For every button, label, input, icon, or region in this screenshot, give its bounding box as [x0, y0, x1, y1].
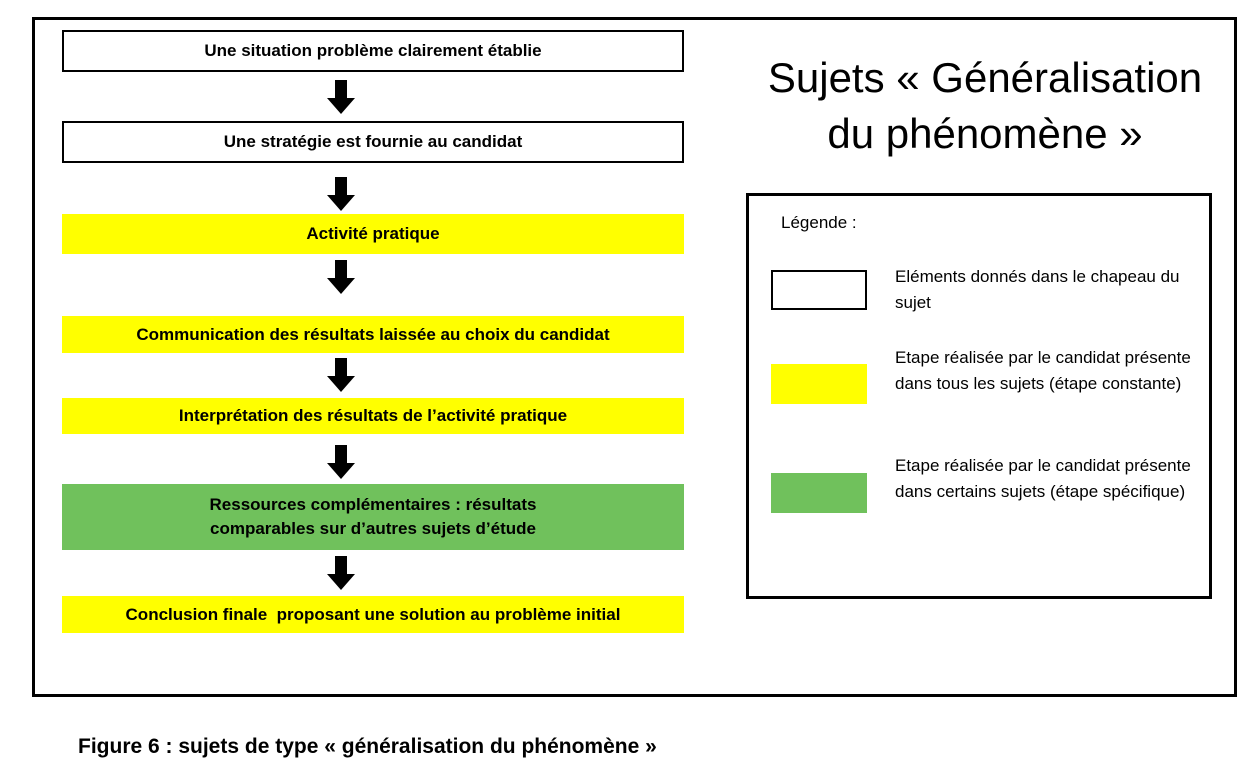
- legend-swatch-yellow: [771, 364, 867, 404]
- legend-swatch-green: [771, 473, 867, 513]
- down-arrow-icon: [327, 177, 355, 211]
- step-communication: Communication des résultats laissée au choix du candidat: [62, 316, 684, 353]
- step-interpretation: Interprétation des résultats de l’activité pratique: [62, 398, 684, 434]
- step-strategie: Une stratégie est fournie au candidat: [62, 121, 684, 163]
- down-arrow-icon: [327, 358, 355, 392]
- diagram-title: Sujets « Généralisation du phénomène »: [767, 54, 1203, 157]
- down-arrow-icon: [327, 556, 355, 590]
- figure-caption: Figure 6 : sujets de type « généralisation du phénomène »: [78, 735, 657, 758]
- legend-text-specific: Etape réalisée par le candidat présente dans certains sujets (étape spécifique): [895, 456, 1191, 501]
- legend-text-given: Eléments donnés dans le chapeau du sujet: [895, 267, 1180, 312]
- step-situation-probleme: Une situation problème clairement établie: [62, 30, 684, 72]
- legend-title: Légende :: [781, 213, 857, 232]
- step-activite-pratique: Activité pratique: [62, 214, 684, 254]
- legend-box: [746, 193, 1212, 599]
- down-arrow-icon: [327, 445, 355, 479]
- legend-text-constant: Etape réalisée par le candidat présente dans tous les sujets (étape constante): [895, 348, 1191, 393]
- down-arrow-icon: [327, 80, 355, 114]
- step-ressources-complementaires: Ressources complémentaires : résultats comparables sur d’autres sujets d’étude: [62, 484, 684, 550]
- legend-swatch-white: [771, 270, 867, 310]
- down-arrow-icon: [327, 260, 355, 294]
- step-conclusion-finale: Conclusion finale proposant une solution au problème initial: [62, 596, 684, 633]
